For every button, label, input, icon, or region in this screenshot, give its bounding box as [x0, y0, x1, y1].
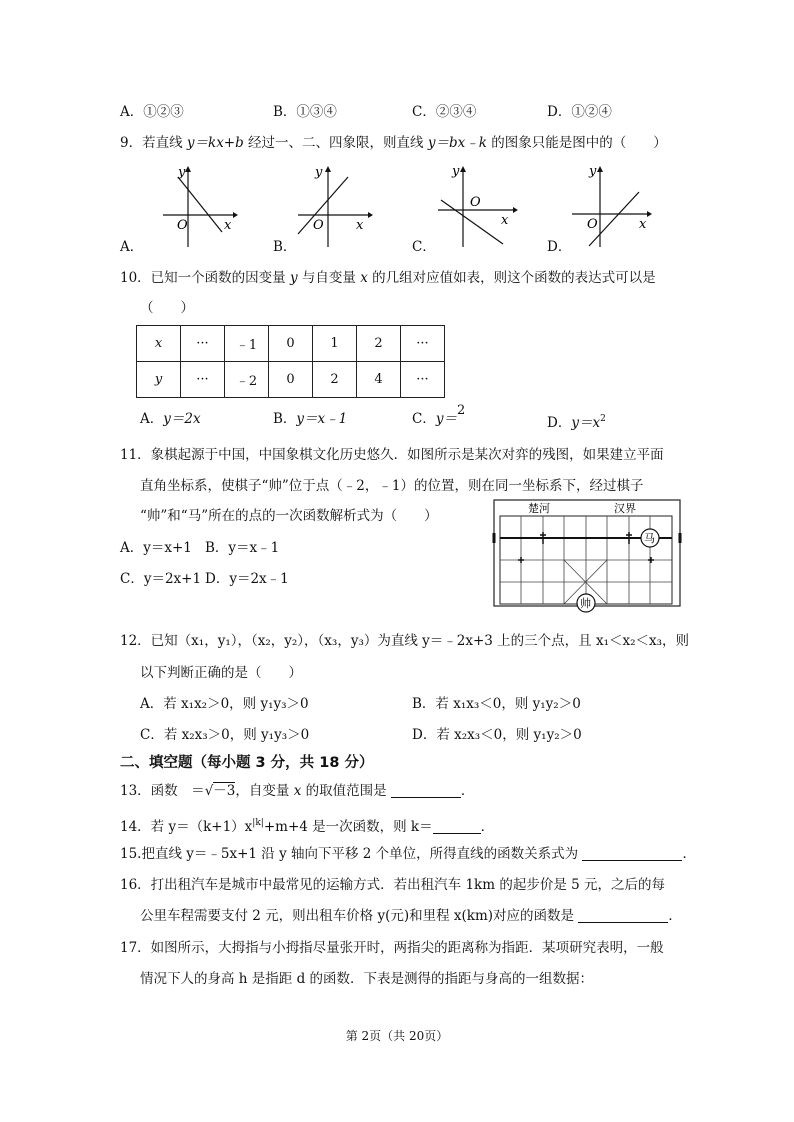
q9-d-y-label: y	[589, 164, 597, 179]
q15-text: 15.把直线 y＝﹣5x+1 沿 y 轴向下平移 2 个单位，所得直线的函数关系式为	[120, 846, 579, 862]
q10-option-d	[547, 410, 606, 432]
q9-stem-mid: 经过一、二、四象限，则直线	[243, 135, 428, 151]
section-heading: 二、填空题（每小题 3 分，共 18 分）	[120, 755, 374, 771]
q9-eq2: y＝bx﹣k	[427, 135, 487, 151]
q10-value-table	[136, 325, 445, 398]
q9-d-origin-label: O	[587, 217, 598, 232]
q13-answer-blank[interactable]	[391, 783, 461, 798]
q12-option-b: B．若 x₁x₃＜0，则 y₁y₂＞0	[412, 696, 581, 712]
table-cell: y	[137, 362, 181, 398]
table-cell: 4	[357, 362, 401, 398]
table-cell: ···	[181, 362, 225, 398]
q10-option-b-eq: y＝x﹣1	[296, 411, 348, 427]
q8-option-d: D．①②④	[547, 104, 612, 120]
q17-line1: 17．如图所示，大拇指与小拇指尽量张开时，两指尖的距离称为指距．某项研究表明，一般	[120, 940, 664, 956]
q13-var: x	[293, 783, 302, 799]
board-label-right: 汉界	[614, 502, 636, 515]
table-row	[137, 326, 445, 362]
q14-answer-blank[interactable]	[433, 819, 481, 834]
q13-suffix-a: ，自变量	[235, 783, 294, 799]
q14-mid: +m+4 是一次函数，则 k＝	[263, 819, 433, 835]
q11-line3: “帅”和“马”所在的点的一次函数解析式为（ ）	[140, 508, 438, 524]
q16-line2	[140, 907, 682, 925]
q9-a-y-label: y	[178, 165, 186, 180]
q9-eq1: y＝kx+b	[186, 135, 244, 151]
q9-graph-b	[293, 162, 373, 252]
table-cell: 1	[313, 326, 357, 362]
table-cell: ···	[401, 326, 445, 362]
table-cell: ﹣2	[225, 362, 269, 398]
q11-option-b: B．y＝x﹣1	[205, 540, 280, 556]
q12-option-c: C．若 x₂x₃＞0，则 y₁y₃＞0	[140, 727, 310, 743]
table-row	[137, 362, 445, 398]
q10-option-c	[412, 403, 466, 429]
q11-line1: 11．象棋起源于中国，中国象棋文化历史悠久．如图所示是某次对弈的残图，如果建立平面	[120, 447, 664, 463]
q16-answer-blank[interactable]	[578, 908, 668, 923]
q11-option-a: A．y＝x+1	[120, 540, 192, 556]
q11-option-d: D．y＝2x﹣1	[205, 571, 289, 587]
page-footer: 第 2页（共 20页）	[345, 1029, 449, 1043]
q14-end: ．	[480, 819, 495, 835]
q16-line2-text: 公里车程需要支付 2 元，则出租车价格 y(元)和里程 x(km)对应的函数是	[140, 908, 575, 924]
table-cell: x	[137, 326, 181, 362]
q9-label-d: D．	[547, 239, 572, 255]
q12-option-d: D．若 x₂x₃＜0，则 y₁y₂＞0	[412, 727, 582, 743]
q10-option-c-numerator: 2	[456, 403, 466, 418]
q9-d-x-label: x	[639, 217, 647, 232]
q9-graph-a	[158, 162, 238, 252]
table-cell: 2	[313, 362, 357, 398]
q8-option-a: A．①②③	[120, 104, 184, 120]
q14-line	[120, 814, 494, 836]
q9-a-x-label: x	[224, 218, 232, 233]
q13-end: ．	[460, 783, 475, 799]
q9-b-x-label: x	[356, 218, 364, 233]
q14-prefix: 14．若 y＝（k+1）x	[120, 819, 253, 835]
q9-graph-c	[433, 162, 518, 252]
table-cell: ···	[401, 362, 445, 398]
q11-option-c: C．y＝2x+1	[120, 571, 202, 587]
q9-a-origin-label: O	[177, 218, 188, 233]
q12-line1: 12．已知（x₁，y₁），（x₂，y₂），（x₃，y₃）为直线 y＝﹣2x+3 上的三个点，且 x₁＜x₂＜x₃，则	[120, 633, 690, 649]
q9-label-c: C．	[412, 239, 436, 255]
q17-line2: 情况下人的身高 h 是指距 d 的函数．下表是测得的指距与身高的一组数据：	[140, 971, 594, 987]
q9-label-a: A．	[120, 239, 144, 255]
q9-c-origin-label: O	[470, 195, 481, 210]
q10-var-y: y	[289, 270, 298, 286]
q10-option-b-label: B．	[273, 411, 297, 427]
table-cell: 0	[269, 326, 313, 362]
q10-option-c-eq: y＝	[435, 411, 457, 427]
q16-line1: 16．打出租汽车是城市中最常见的运输方式．若出租汽车 1km 的起步价是 5 元，之后的每	[120, 877, 666, 893]
q10-option-a	[140, 410, 201, 428]
q10-option-a-label: A．	[140, 411, 164, 427]
q8-option-c: C．②③④	[412, 104, 477, 120]
q16-end: ．	[668, 908, 682, 924]
q10-var-x: x	[360, 270, 368, 286]
q15-answer-blank[interactable]	[582, 846, 682, 861]
q12-option-a: A．若 x₁x₂＞0，则 y₁y₃＞0	[140, 696, 309, 712]
q15-end: ．	[682, 846, 696, 862]
q9-c-x-label: x	[501, 213, 509, 228]
q9-b-origin-label: O	[313, 218, 324, 233]
q11-line2: 直角坐标系，使棋子“帅”位于点（﹣2，﹣1）的位置，则在同一坐标系下，经过棋子	[140, 478, 644, 494]
q13-radicand: －3	[213, 783, 236, 799]
table-cell: ···	[181, 326, 225, 362]
q10-option-d-eq: y＝x	[571, 415, 601, 431]
q10-stem-b: 与自变量	[297, 270, 361, 286]
table-cell: 0	[269, 362, 313, 398]
q10-option-d-label: D．	[547, 415, 572, 431]
shuai-piece-label: 帅	[580, 597, 591, 610]
q10-option-b	[273, 410, 347, 428]
q14-exponent: |k|	[252, 818, 264, 828]
q10-option-d-exponent: 2	[600, 414, 606, 424]
chess-board-figure	[494, 500, 680, 612]
q9-stem-prefix: 9．若直线	[120, 135, 187, 151]
q9-stem-suffix: 的图象只能是图中的（ ）	[486, 135, 667, 151]
q9-c-y-label: y	[452, 164, 460, 179]
q10-stem-line1	[120, 269, 656, 287]
table-cell: 2	[357, 326, 401, 362]
table-cell: ﹣1	[225, 326, 269, 362]
q13-prefix: 13．函数 ＝	[120, 783, 205, 799]
q10-stem-c: 的几组对应值如表，则这个函数的表达式可以是	[367, 270, 656, 286]
q15-line	[120, 845, 696, 863]
q13-line	[120, 782, 474, 800]
q10-stem-a: 10．已知一个函数的因变量	[120, 270, 290, 286]
q12-line2: 以下判断正确的是（ ）	[140, 665, 302, 681]
q9-stem	[120, 134, 667, 152]
q10-stem-line2: （ ）	[140, 300, 194, 316]
q8-option-b: B．①③④	[273, 104, 337, 120]
q13-suffix-b: 的取值范围是	[301, 783, 387, 799]
board-label-left: 楚河	[528, 502, 550, 515]
q9-b-y-label: y	[315, 165, 323, 180]
q10-option-c-label: C．	[412, 411, 436, 427]
ma-piece-label: 马	[644, 532, 655, 545]
q10-option-a-eq: y＝2x	[163, 411, 201, 427]
q9-label-b: B．	[273, 239, 297, 255]
sqrt-icon: √	[204, 783, 214, 799]
q9-graph-d	[567, 162, 652, 252]
